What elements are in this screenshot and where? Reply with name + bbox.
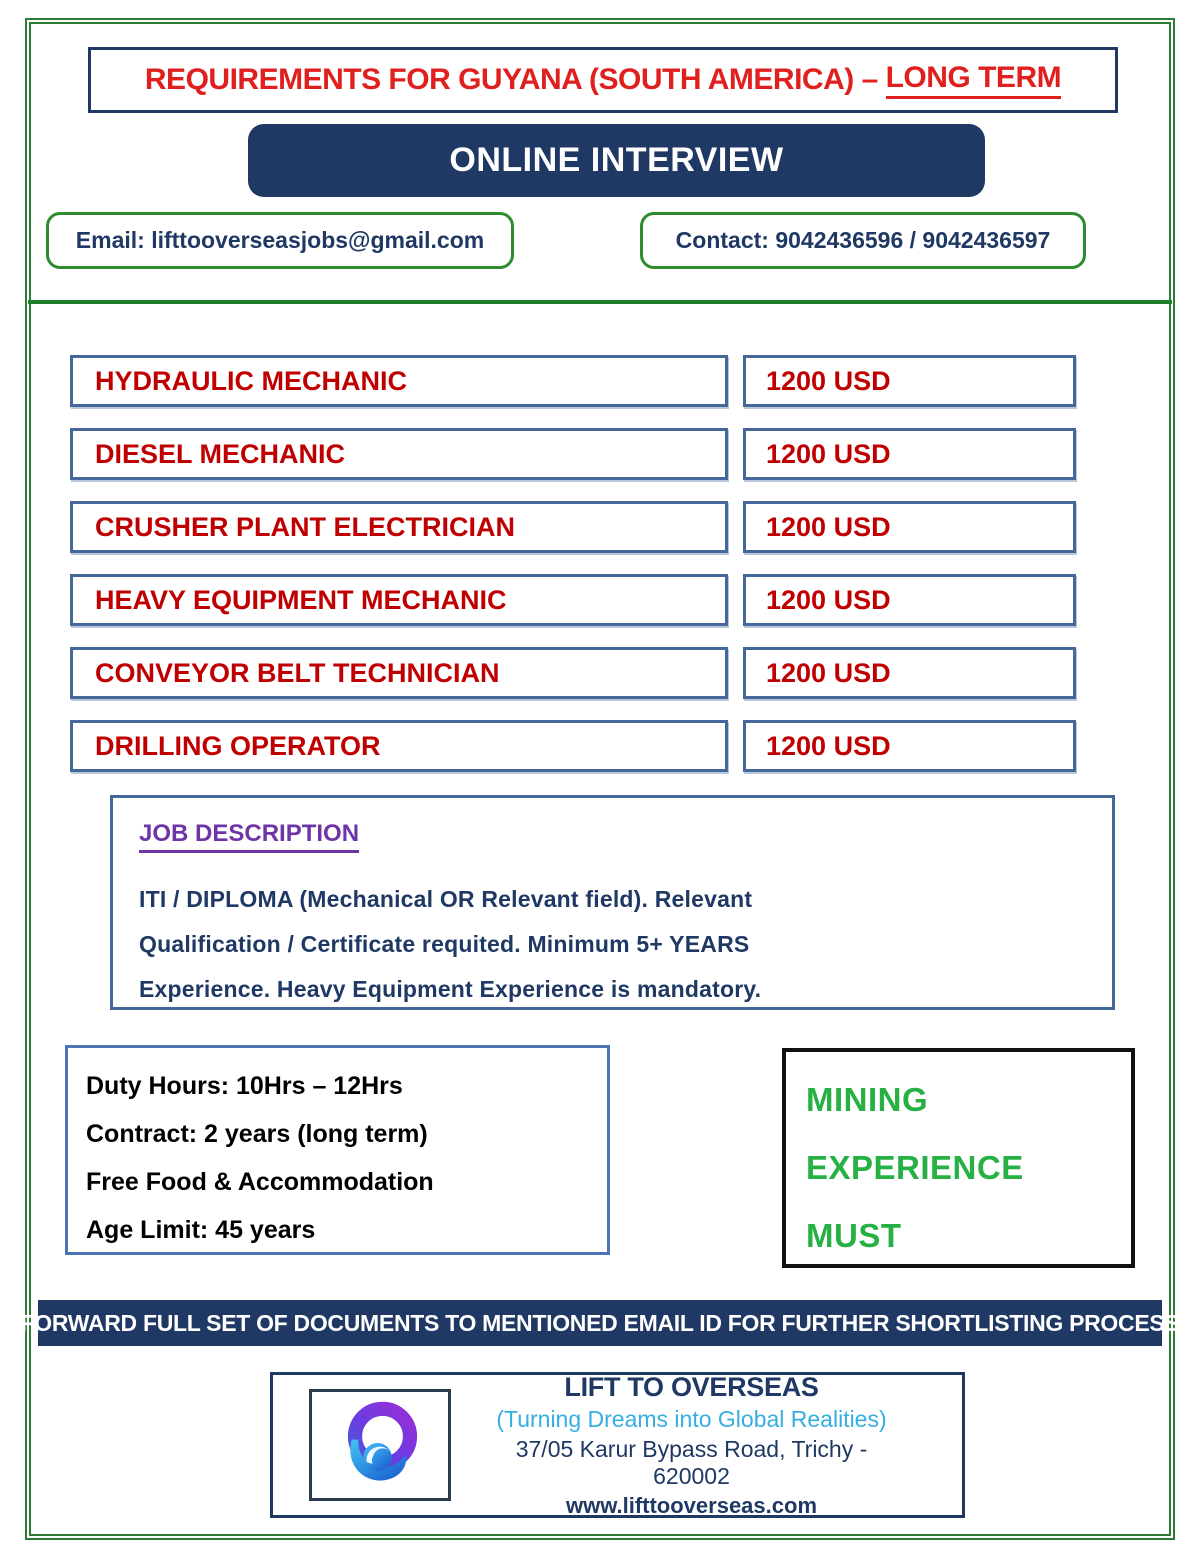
job-salary-label: 1200 USD [766,511,891,542]
contact-label: Contact: 9042436596 / 9042436597 [675,227,1051,253]
job-title-label: CRUSHER PLANT ELECTRICIAN [95,511,516,542]
food-accommodation-line: Free Food & Accommodation [86,1168,434,1196]
company-website: www.lifttooverseas.com [565,1492,818,1518]
email-pill [46,212,514,269]
mining-line-3: MUST [806,1217,902,1254]
job-title-box [70,501,728,553]
job-row [70,574,1076,626]
email-label: Email: lifttooverseasjobs@gmail.com [75,227,485,253]
company-address: 37/05 Karur Bypass Road, Trichy - 620002 [515,1435,868,1489]
company-name: LIFT TO OVERSEAS [564,1371,819,1402]
job-list [70,355,1076,772]
job-row [70,428,1076,480]
company-logo-frame [309,1389,451,1501]
online-interview-banner [248,124,985,197]
contract-line: Contract: 2 years (long term) [86,1120,428,1148]
job-row [70,720,1076,772]
job-salary-box [743,647,1076,699]
mining-experience-box [782,1048,1135,1268]
terms-box [65,1045,610,1255]
job-salary-label: 1200 USD [766,730,891,761]
contact-pill [640,212,1086,269]
job-salary-label: 1200 USD [766,584,891,615]
page-title-text: REQUIREMENTS FOR GUYANA (SOUTH AMERICA) – [144,63,886,96]
job-row [70,355,1076,407]
green-divider-line [28,300,1172,304]
job-description-line-1: ITI / DIPLOMA (Mechanical OR Relevant field). Relevant [139,886,753,912]
job-salary-label: 1200 USD [766,657,891,688]
job-title-label: HYDRAULIC MECHANIC [95,365,407,396]
job-row [70,501,1076,553]
job-salary-box [743,428,1076,480]
company-footer [270,1372,965,1518]
lift-to-overseas-logo-icon [330,1393,430,1498]
job-title-box [70,720,728,772]
page-title [88,47,1118,113]
job-title-label: DRILLING OPERATOR [95,730,381,761]
job-description-line-3: Experience. Heavy Equipment Experience is mandatory. [139,976,762,1002]
job-salary-label: 1200 USD [766,365,891,396]
page-title-underlined-text: LONG TERM [886,61,1062,99]
duty-hours-line: Duty Hours: 10Hrs – 12Hrs [86,1072,403,1100]
job-row [70,647,1076,699]
job-title-box [70,428,728,480]
job-title-box [70,355,728,407]
job-title-box [70,647,728,699]
job-salary-label: 1200 USD [766,438,891,469]
job-description-line-2: Qualification / Certificate requited. Minimum 5+ YEARS [139,931,750,957]
job-description-heading: JOB DESCRIPTION [139,820,359,853]
job-salary-box [743,355,1076,407]
shortlisting-banner [20,1300,1180,1346]
job-salary-box [743,574,1076,626]
job-description-box [110,795,1115,1010]
job-title-box [70,574,728,626]
online-interview-label: ONLINE INTERVIEW [449,141,784,179]
job-title-label: HEAVY EQUIPMENT MECHANIC [95,584,507,615]
mining-line-2: EXPERIENCE [806,1149,1024,1186]
mining-line-1: MINING [806,1081,929,1118]
shortlisting-banner-label: FORWARD FULL SET OF DOCUMENTS TO MENTIONED EMAIL ID FOR FURTHER SHORTLISTING PROCESS [20,1309,1180,1336]
job-salary-box [743,501,1076,553]
job-title-label: CONVEYOR BELT TECHNICIAN [95,657,500,688]
age-limit-line: Age Limit: 45 years [86,1216,316,1244]
job-salary-box [743,720,1076,772]
company-tagline: (Turning Dreams into Global Realities) [496,1405,887,1432]
job-title-label: DIESEL MECHANIC [95,438,346,469]
